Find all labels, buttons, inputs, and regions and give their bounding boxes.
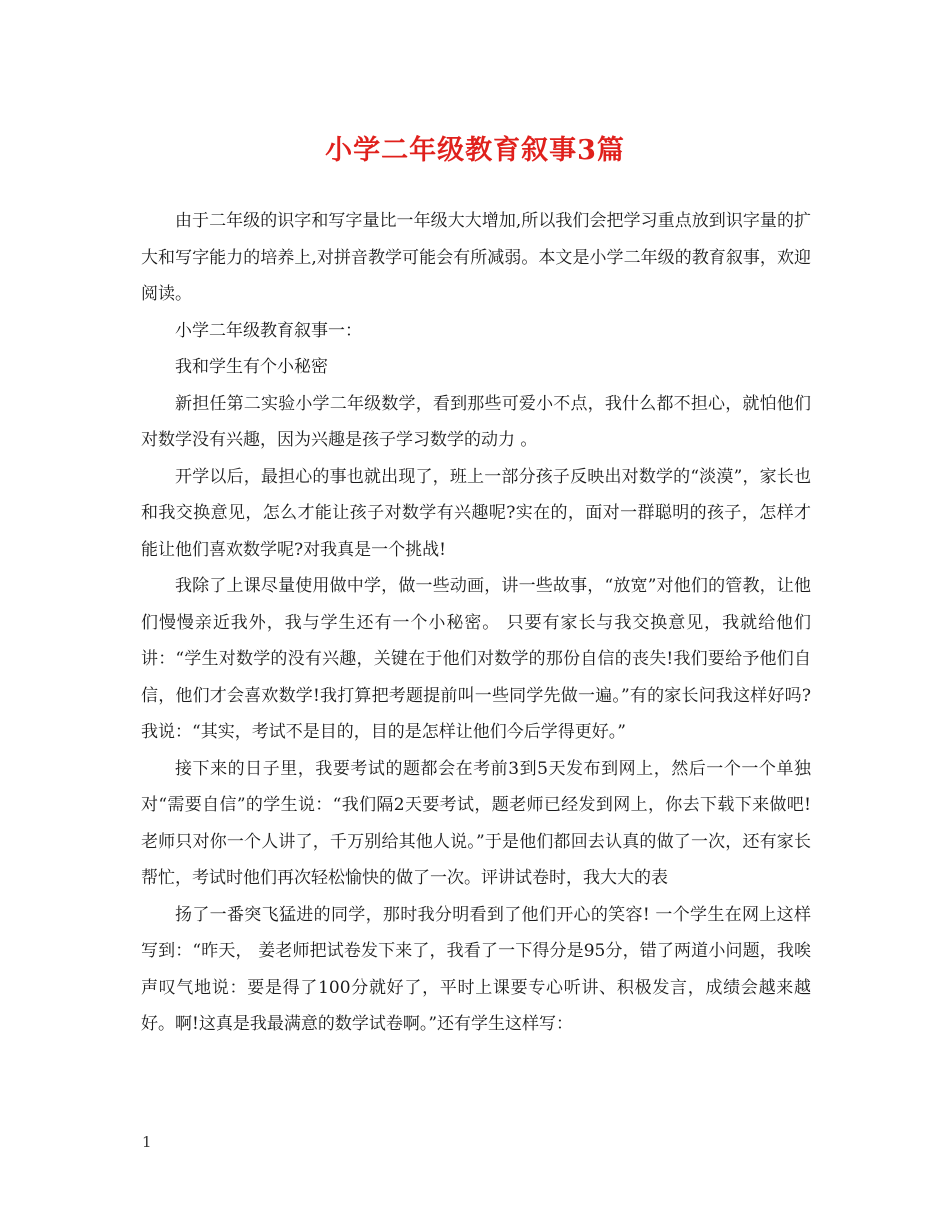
paragraph-story-title: 我和学生有个小秘密	[175, 357, 328, 377]
paragraph-body: 扬了一番突飞猛进的同学，那时我分明看到了他们开心的笑容! 一个学生在网上这样写到：“昨天， 姜老师把试卷发下来了，我看了一下得分是95分，错了两道小问题，我唉声叹气地说：要是得了100分就好了，平时上课要专心听讲、积极发言，成绩会越来越好。啊!这真是我最满意的数学试卷啊。”还有学生这样写：	[141, 904, 811, 1034]
paragraph-intro: 由于二年级的识字和写字量比一年级大大增加,所以我们会把学习重点放到识字量的扩大和写字能力的培养上,对拼音教学可能会有所减弱。本文是小学二年级的教育叙事，欢迎阅读。	[141, 211, 811, 304]
paragraph-body: 开学以后，最担心的事也就出现了，班上一部分孩子反映出对数学的“淡漠”，家长也和我交换意见，怎么才能让孩子对数学有兴趣呢?实在的，面对一群聪明的孩子，怎样才能让他们喜欢数学呢?对我真是一个挑战!	[141, 466, 811, 560]
paragraph-section-heading: 小学二年级教育叙事一：	[175, 320, 362, 341]
paragraph-body: 接下来的日子里，我要考试的题都会在考前3到5天发布到网上，然后一个一个单独对“需要自信”的学生说：“我们隔2天要考试，题老师已经发到网上，你去下载下来做吧!老师只对你一个人讲了，千万别给其他人说。”于是他们都回去认真的做了一次，还有家长帮忙，考试时他们再次轻松愉快的做了一次。评讲试卷时，我大大的表	[141, 758, 811, 888]
document-body	[141, 203, 811, 1043]
paragraph-body: 新担任第二实验小学二年级数学，看到那些可爱小不点，我什么都不担心，就怕他们对数学没有兴趣，因为兴趣是孩子学习数学的动力 。	[141, 393, 811, 450]
paragraph-body: 我除了上课尽量使用做中学，做一些动画，讲一些故事，“放宽”对他们的管教，让他们慢慢亲近我外，我与学生还有一个小秘密。 只要有家长与我交换意见，我就给他们讲：“学生对数学的没有兴趣，关键在于他们对数学的那份自信的丧失!我们要给予他们自信，他们才会喜欢数学!我打算把考题提前叫一些同学先做一遍。”有的家长问我这样好吗?我说：“其实，考试不是目的，目的是怎样让他们今后学得更好。”	[141, 576, 811, 742]
page-number: 1	[142, 1133, 152, 1151]
document-title: 小学二年级教育叙事3篇	[325, 135, 625, 166]
